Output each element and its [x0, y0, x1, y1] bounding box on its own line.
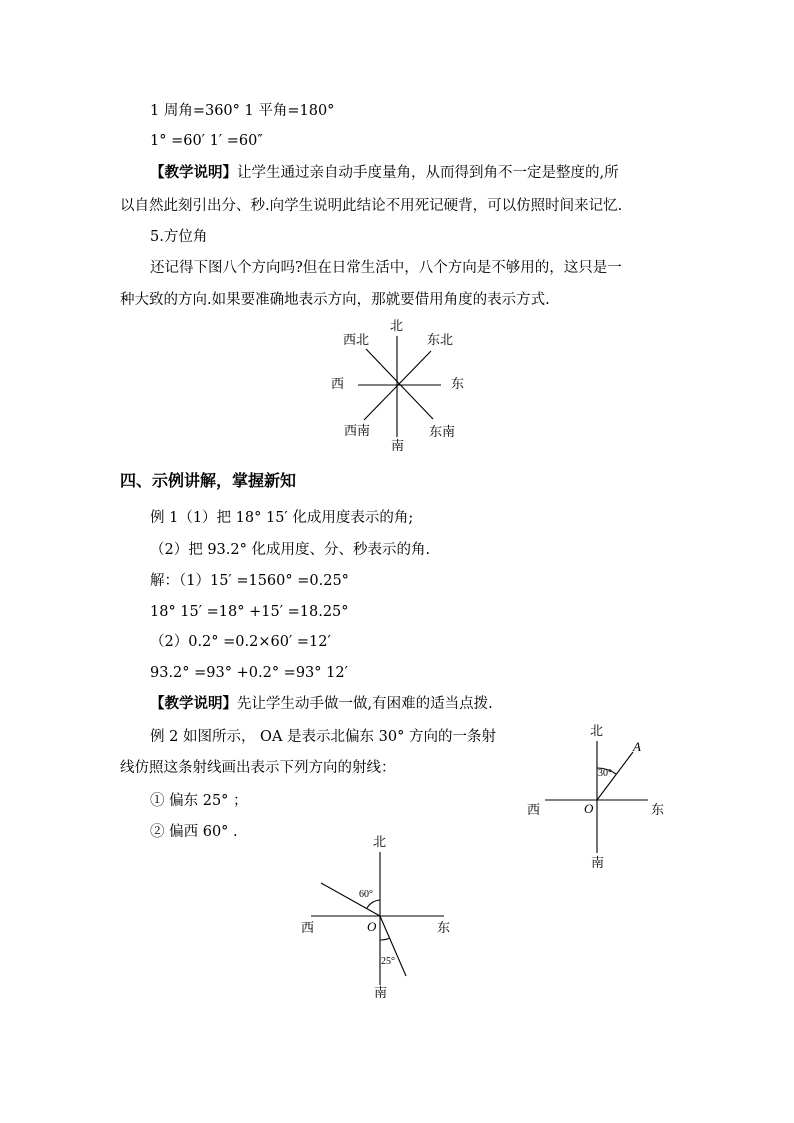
paragraph-line-1: 还记得下图八个方向吗?但在日常生活中，八个方向是不够用的，这只是一 — [150, 260, 622, 276]
answer-label-south: 南 — [374, 986, 388, 1001]
example-1-part-1: 例 1（1）把 18° 15′ 化成用度表示的角; — [150, 510, 414, 526]
compass-label-south: 南 — [391, 439, 405, 454]
teaching-note-2 — [150, 694, 493, 714]
teaching-note-label: 【教学说明】 — [150, 164, 237, 181]
oa-label-east: 东 — [651, 803, 665, 818]
answer-label-east: 东 — [437, 921, 451, 936]
text-line-angle-units: 1 周角=360° 1 平角=180° — [150, 103, 335, 119]
compass-label-north: 北 — [390, 319, 404, 334]
answer-angle-arc-lower — [380, 938, 390, 940]
example-2-option-1: ① 偏东 25° ； — [150, 793, 248, 809]
example-2-option-2: ② 偏西 60° . — [150, 824, 238, 840]
oa-label-origin: O — [584, 801, 594, 816]
example-2-line-2: 线仿照这条射线画出表示下列方向的射线： — [120, 760, 396, 776]
compass-label-east: 东 — [451, 377, 465, 392]
answer-angle-label-upper: 60° — [359, 889, 373, 900]
paragraph-line-2: 种大致的方向.如果要准确地表示方向，那就要借用角度的表示方式. — [120, 292, 550, 308]
text-line-continuation: 以自然此刻引出分、秒.向学生说明此结论不用死记硬背，可以仿照时间来记忆. — [120, 198, 623, 214]
answer-angle-arc-upper — [367, 900, 380, 908]
oa-label-south: 南 — [591, 856, 605, 871]
oa-label-north: 北 — [590, 724, 604, 739]
compass-label-northeast: 东北 — [427, 333, 454, 348]
teaching-note-label: 【教学说明】 — [150, 695, 237, 712]
compass-label-southwest: 西南 — [344, 424, 371, 439]
section-title-direction-angle: 5.方位角 — [150, 229, 208, 245]
compass-label-northwest: 西北 — [343, 333, 370, 348]
solution-line-4: 93.2° =93° +0.2° =93° 12′ — [150, 665, 348, 681]
answer-label-west: 西 — [301, 921, 315, 936]
teaching-note-text: 先让学生动手做一做,有困难的适当点拨. — [237, 696, 493, 712]
compass-label-west: 西 — [331, 377, 345, 392]
oa-label-west: 西 — [527, 803, 541, 818]
solution-line-1: 解：（1）15′ =1560° =0.25° — [150, 573, 349, 589]
solution-line-2: 18° 15′ =18° +15′ =18.25° — [150, 604, 349, 620]
solution-line-3: （2）0.2° =0.2×60′ =12′ — [150, 634, 331, 650]
compass-label-southeast: 东南 — [429, 425, 456, 440]
example-2-line-1: 例 2 如图所示， OA 是表示北偏东 30° 方向的一条射 — [150, 729, 496, 745]
oa-label-a: A — [633, 739, 641, 754]
text-line-degree-minute: 1° =60′ 1′ =60″ — [150, 133, 263, 149]
teaching-note-text: 让学生通过亲自动手度量角，从而得到角不一定是整度的,所 — [237, 165, 619, 181]
answer-label-origin: O — [367, 919, 377, 934]
answer-ray-east25 — [380, 916, 406, 976]
answer-label-north: 北 — [373, 835, 387, 850]
section-heading-examples: 四、示例讲解，掌握新知 — [120, 471, 297, 490]
oa-angle-label: 30° — [598, 768, 612, 779]
answer-angle-label-lower: 25° — [381, 956, 395, 967]
example-1-part-2: （2）把 93.2° 化成用度、分、秒表示的角. — [150, 542, 431, 558]
